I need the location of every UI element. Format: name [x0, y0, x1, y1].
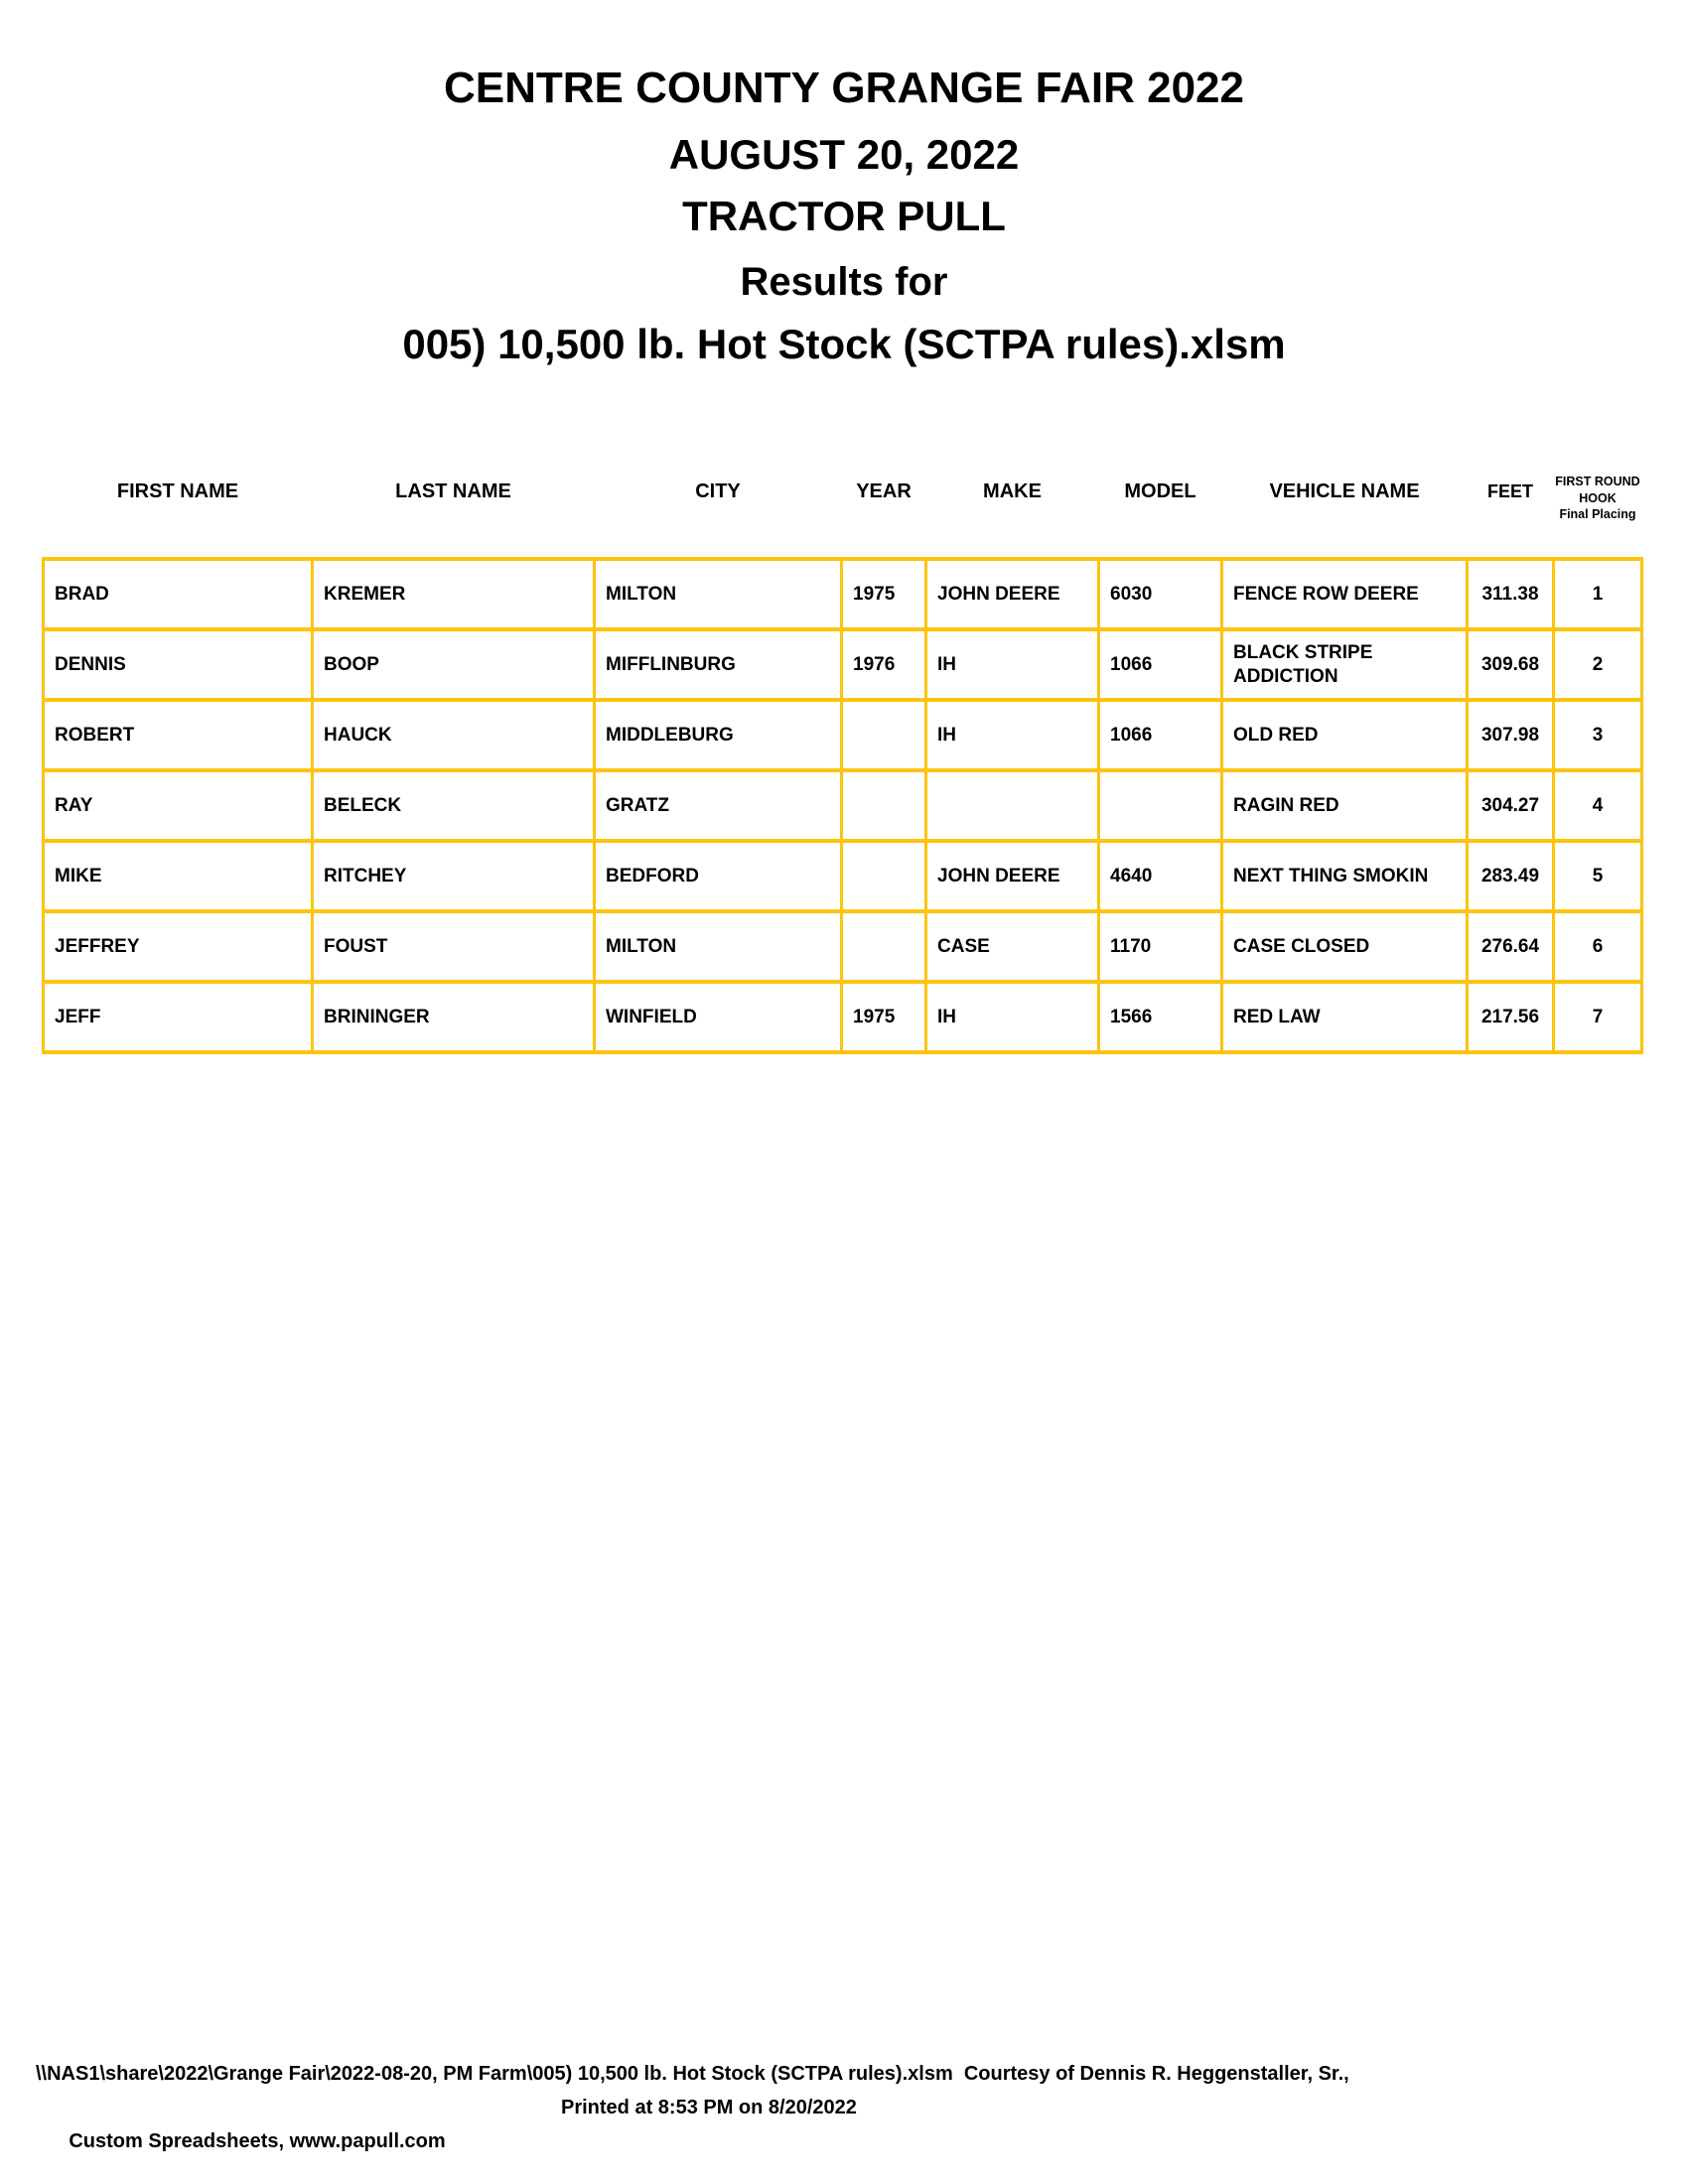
footer-printed-timestamp: Printed at 8:53 PM on 8/20/2022 [561, 2097, 857, 2118]
table-row [44, 841, 1642, 911]
cell-last-name: BRININGER [313, 982, 595, 1052]
cell-city: MIFFLINBURG [595, 629, 842, 700]
cell-final-placing: 4 [1554, 770, 1642, 841]
cell-city: GRATZ [595, 770, 842, 841]
cell-year: 1975 [842, 982, 926, 1052]
cell-first-name: DENNIS [44, 629, 313, 700]
cell-make: IH [926, 982, 1099, 1052]
cell-model: 1170 [1099, 911, 1222, 982]
event-date: AUGUST 20, 2022 [668, 131, 1020, 178]
cell-model: 1066 [1099, 629, 1222, 700]
table-row [44, 911, 1642, 982]
cell-year: 1976 [842, 629, 926, 700]
cell-vehicle-name: NEXT THING SMOKIN [1222, 841, 1468, 911]
cell-vehicle-name: RED LAW [1222, 982, 1468, 1052]
column-header-city: CITY [695, 479, 741, 502]
table-row [44, 770, 1642, 841]
page-footer [36, 2057, 1654, 2184]
cell-year [842, 770, 926, 841]
cell-first-name: RAY [44, 770, 313, 841]
cell-final-placing: 7 [1554, 982, 1642, 1052]
event-name: TRACTOR PULL [682, 193, 1006, 239]
cell-feet: 283.49 [1468, 841, 1554, 911]
cell-last-name: KREMER [313, 559, 595, 629]
cell-final-placing: 5 [1554, 841, 1642, 911]
cell-city: MIDDLEBURG [595, 700, 842, 770]
cell-year: 1975 [842, 559, 926, 629]
cell-city: MILTON [595, 559, 842, 629]
cell-first-name: JEFF [44, 982, 313, 1052]
column-header-year: YEAR [856, 479, 912, 502]
cell-model: 4640 [1099, 841, 1222, 911]
cell-first-name: JEFFREY [44, 911, 313, 982]
column-header-make: MAKE [983, 479, 1042, 502]
table-row [44, 700, 1642, 770]
class-file-name: 005) 10,500 lb. Hot Stock (SCTPA rules).xlsm [402, 321, 1286, 367]
cell-first-name: MIKE [44, 841, 313, 911]
cell-final-placing: 2 [1554, 629, 1642, 700]
cell-model: 1566 [1099, 982, 1222, 1052]
column-header-model: MODEL [1124, 479, 1196, 502]
footer-file-path: \\NAS1\share\2022\Grange Fair\2022-08-20, PM Farm\005) 10,500 lb. Hot Stock (SCTPA rules).xlsm Courtesy of Dennis R. Heggenstaller, Sr., [36, 2063, 1349, 2085]
cell-make: IH [926, 629, 1099, 700]
cell-year [842, 911, 926, 982]
cell-last-name: FOUST [313, 911, 595, 982]
footer-credits [36, 2091, 1654, 2184]
cell-final-placing: 6 [1554, 911, 1642, 982]
cell-feet: 276.64 [1468, 911, 1554, 982]
cell-city: WINFIELD [595, 982, 842, 1052]
results-for-label: Results for [740, 260, 948, 304]
cell-make: JOHN DEERE [926, 559, 1099, 629]
results-table-body [44, 559, 1642, 1052]
column-header-first-round-hook [1554, 452, 1642, 559]
cell-final-placing: 3 [1554, 700, 1642, 770]
hook-header-line: Final Placing [1559, 507, 1636, 522]
table-header-row [44, 452, 1642, 559]
hook-header-line: FIRST ROUND [1555, 474, 1640, 488]
cell-year [842, 700, 926, 770]
cell-model: 1066 [1099, 700, 1222, 770]
cell-year [842, 841, 926, 911]
cell-feet: 311.38 [1468, 559, 1554, 629]
title-block [0, 64, 1688, 368]
table-row [44, 559, 1642, 629]
cell-feet: 304.27 [1468, 770, 1554, 841]
cell-feet: 309.68 [1468, 629, 1554, 700]
cell-make: CASE [926, 911, 1099, 982]
cell-vehicle-name: OLD RED [1222, 700, 1468, 770]
column-header-last-name: LAST NAME [395, 479, 511, 502]
column-header-first-name: FIRST NAME [116, 479, 239, 502]
column-header-feet: FEET [1486, 480, 1533, 501]
cell-model: 6030 [1099, 559, 1222, 629]
cell-vehicle-name: FENCE ROW DEERE [1222, 559, 1468, 629]
cell-first-name: BRAD [44, 559, 313, 629]
cell-vehicle-name: RAGIN RED [1222, 770, 1468, 841]
hook-header-line: HOOK [1579, 490, 1617, 505]
cell-feet: 307.98 [1468, 700, 1554, 770]
cell-last-name: HAUCK [313, 700, 595, 770]
table-row [44, 629, 1642, 700]
cell-city: BEDFORD [595, 841, 842, 911]
cell-vehicle-name: BLACK STRIPE ADDICTION [1222, 629, 1468, 700]
results-table [42, 452, 1643, 1054]
page-title: CENTRE COUNTY GRANGE FAIR 2022 [443, 64, 1244, 112]
cell-last-name: BELECK [313, 770, 595, 841]
cell-final-placing: 1 [1554, 559, 1642, 629]
table-row [44, 982, 1642, 1052]
cell-make: IH [926, 700, 1099, 770]
cell-make: JOHN DEERE [926, 841, 1099, 911]
cell-first-name: ROBERT [44, 700, 313, 770]
cell-make [926, 770, 1099, 841]
cell-model [1099, 770, 1222, 841]
cell-feet: 217.56 [1468, 982, 1554, 1052]
cell-last-name: RITCHEY [313, 841, 595, 911]
column-header-vehicle-name: VEHICLE NAME [1269, 479, 1420, 502]
cell-vehicle-name: CASE CLOSED [1222, 911, 1468, 982]
cell-city: MILTON [595, 911, 842, 982]
cell-last-name: BOOP [313, 629, 595, 700]
footer-credits-left: Custom Spreadsheets, www.papull.com [69, 2130, 446, 2152]
